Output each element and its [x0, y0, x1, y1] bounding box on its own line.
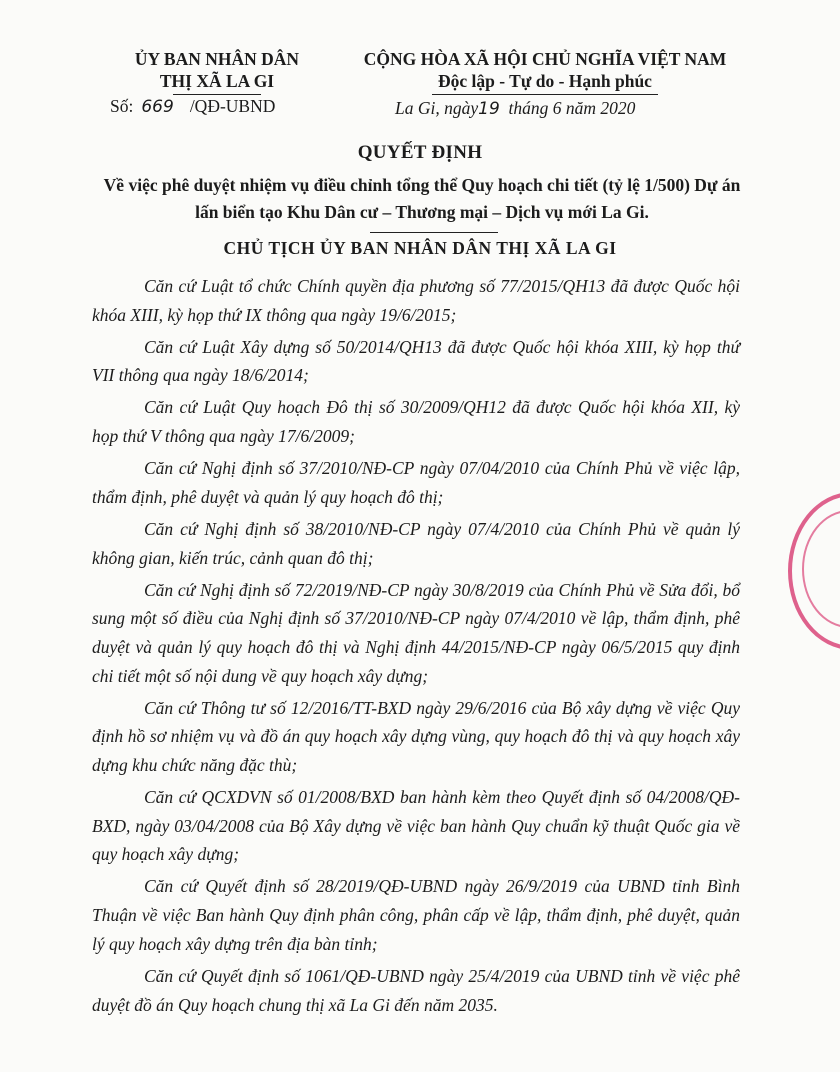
country-line-2: Độc lập - Tự do - Hạnh phúc — [438, 71, 652, 91]
number-handwritten: 669 — [141, 97, 174, 117]
document-number — [110, 96, 275, 117]
issuing-authority — [92, 48, 342, 95]
national-heading — [320, 48, 770, 95]
legal-basis — [92, 272, 740, 1023]
country-line-1: CỘNG HÒA XÃ HỘI CHỦ NGHĨA VIỆT NAM — [363, 49, 727, 69]
basis-paragraph: Căn cứ Luật tổ chức Chính quyền địa phương số 77/2015/QH13 đã được Quốc hội khóa XIII, kỳ họp thứ IX thông qua ngày 19/6/2015; — [92, 276, 740, 325]
date-day-handwritten: 19 — [478, 99, 500, 119]
basis-paragraph: Căn cứ QCXDVN số 01/2008/BXD ban hành kèm theo Quyết định số 04/2008/QĐ-BXD, ngày 03/04/2008 của Bộ Xây dựng về việc ban hành Quy chuẩn kỹ thuật Quốc gia về quy hoạch xây dựng; — [92, 787, 740, 865]
basis-paragraph: Căn cứ Nghị định số 38/2010/NĐ-CP ngày 07/4/2010 của Chính Phủ về quản lý không gian, kiến trúc, cảnh quan đô thị; — [92, 518, 740, 568]
basis-paragraph: Căn cứ Thông tư số 12/2016/TT-BXD ngày 29/6/2016 của Bộ xây dựng về việc Quy định hồ sơ nhiệm vụ và đồ án quy hoạch xây dựng vùng, quy hoạch đô thị và quy hoạch xây dựng khu chức năng đặc thù; — [92, 697, 740, 776]
org-line-1: ỦY BAN NHÂN DÂN — [134, 49, 300, 69]
basis-paragraph: Căn cứ Luật Quy hoạch Đô thị số 30/2009/QH12 đã được Quốc hội khóa XII, kỳ họp thứ V thông qua ngày 17/6/2009; — [92, 397, 740, 447]
red-seal-stamp — [788, 492, 840, 650]
motto-underline — [432, 94, 658, 95]
basis-paragraph: Căn cứ Nghị định số 37/2010/NĐ-CP ngày 07/04/2010 của Chính Phủ về việc lập, thẩm định, phê duyệt và quản lý quy hoạch đô thị; — [92, 458, 740, 507]
basis-paragraph: Căn cứ Luật Xây dựng số 50/2014/QH13 đã được Quốc hội khóa XIII, kỳ họp thứ VII thông qua ngày 18/6/2014; — [92, 336, 740, 386]
basis-paragraph: Căn cứ Quyết định số 1061/QĐ-UBND ngày 25/4/2019 của UBND tỉnh về việc phê duyệt đồ án Quy hoạch chung thị xã La Gi đến năm 2035. — [92, 965, 740, 1015]
basis-paragraph: Căn cứ Nghị định số 72/2019/NĐ-CP ngày 30/8/2019 của Chính Phủ về Sửa đổi, bổ sung một số điều của Nghị định số 37/2010/NĐ-CP ngày 07/4/2010 về lập, thẩm định, phê duyệt và quản lý quy hoạch đô thị và Nghị định 44/2015/NĐ-CP ngày 06/5/2015 quy định chi tiết một số nội dung về quy hoạch xây dựng; — [92, 579, 740, 686]
document-title: QUYẾT ĐỊNH — [357, 142, 483, 163]
date-line — [395, 98, 635, 119]
org-line-2: THỊ XÃ LA GI — [159, 71, 275, 91]
org-underline — [173, 94, 261, 95]
date-suffix: tháng 6 năm 2020 — [508, 98, 636, 118]
document-subject: Về việc phê duyệt nhiệm vụ điều chỉnh tổng thể Quy hoạch chi tiết (tỷ lệ 1/500) Dự án lấn biển tạo Khu Dân cư – Thương mại – Dịch vụ mới La Gi. — [103, 175, 741, 222]
subject-underline — [370, 232, 498, 233]
basis-paragraph: Căn cứ Quyết định số 28/2019/QĐ-UBND ngày 26/9/2019 của UBND tỉnh Bình Thuận về việc Ban hành Quy định phân công, phân cấp về lập, thẩm định, phê duyệt, quản lý quy hoạch xây dựng trên địa bàn tỉnh; — [92, 876, 740, 954]
number-label: Số: — [110, 96, 134, 116]
date-prefix: La Gi, ngày — [395, 98, 479, 118]
authority-heading: CHỦ TỊCH ỦY BAN NHÂN DÂN THỊ XÃ LA GI — [223, 238, 617, 258]
number-suffix: /QĐ-UBND — [189, 96, 276, 116]
